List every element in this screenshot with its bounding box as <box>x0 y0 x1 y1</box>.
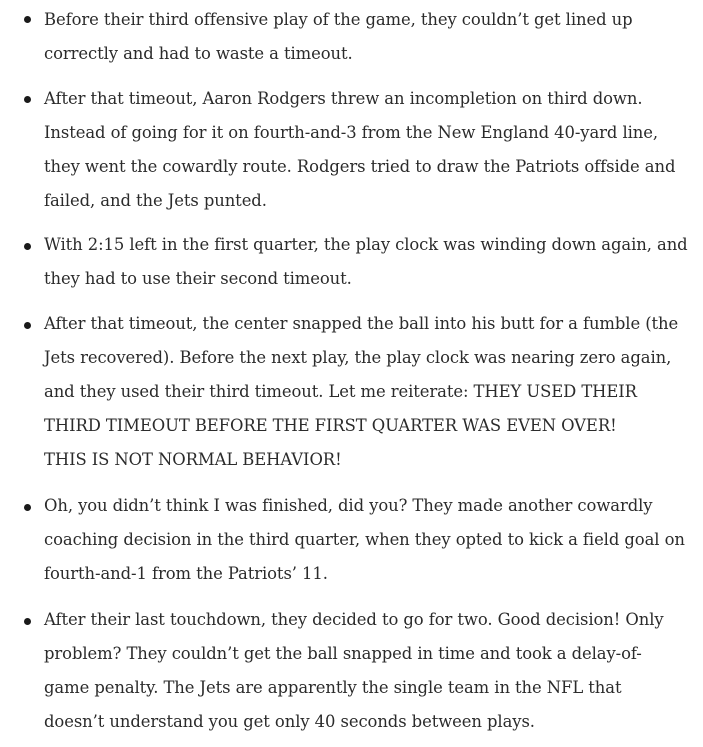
text-line: and they used their third timeout. Let me reiterate: THEY USED THEIR <box>44 382 637 401</box>
bullet-text <box>44 489 685 591</box>
text-line: After that timeout, Aaron Rodgers threw an incompletion on third down. <box>44 89 643 108</box>
text-line: After that timeout, the center snapped the ball into his butt for a fumble (the <box>44 314 679 333</box>
text-line: Oh, you didn’t think I was finished, did you? They made another cowardly <box>44 496 653 515</box>
bullet-dot-icon <box>24 322 31 329</box>
bullet-dot-icon <box>24 504 31 511</box>
text-line: Jets recovered). Before the next play, the play clock was nearing zero again, <box>44 348 672 367</box>
text-line: Instead of going for it on fourth-and-3 from the New England 40-yard line, <box>44 123 659 142</box>
text-line: doesn’t understand you get only 40 seconds between plays. <box>44 712 535 731</box>
text-line: fourth-and-1 from the Patriots’ 11. <box>44 564 328 583</box>
bullet-dot-icon <box>24 16 31 23</box>
text-line: With 2:15 left in the first quarter, the play clock was winding down again, and <box>44 235 688 254</box>
text-line: THIRD TIMEOUT BEFORE THE FIRST QUARTER WAS EVEN OVER! <box>44 416 617 435</box>
text-line: failed, and the Jets punted. <box>44 191 267 210</box>
bullet-dot-icon <box>24 243 31 250</box>
text-line: they went the cowardly route. Rodgers tried to draw the Patriots offside and <box>44 157 676 176</box>
bullet-dot-icon <box>24 96 31 103</box>
text-line: THIS IS NOT NORMAL BEHAVIOR! <box>44 450 342 469</box>
text-line: Before their third offensive play of the game, they couldn’t get lined up <box>44 10 633 29</box>
bullet-text <box>44 307 678 477</box>
text-line: problem? They couldn’t get the ball snapped in time and took a delay-of- <box>44 644 642 663</box>
bullet-text <box>44 603 664 739</box>
text-line: coaching decision in the third quarter, when they opted to kick a field goal on <box>44 530 685 549</box>
bullet-text <box>44 82 675 218</box>
bullet-text <box>44 3 633 71</box>
bullet-dot-icon <box>24 618 31 625</box>
bullet-text <box>44 228 688 296</box>
text-line: After their last touchdown, they decided to go for two. Good decision! Only <box>44 610 664 629</box>
text-line: game penalty. The Jets are apparently the single team in the NFL that <box>44 678 622 697</box>
text-line: correctly and had to waste a timeout. <box>44 44 353 63</box>
text-line: they had to use their second timeout. <box>44 269 352 288</box>
